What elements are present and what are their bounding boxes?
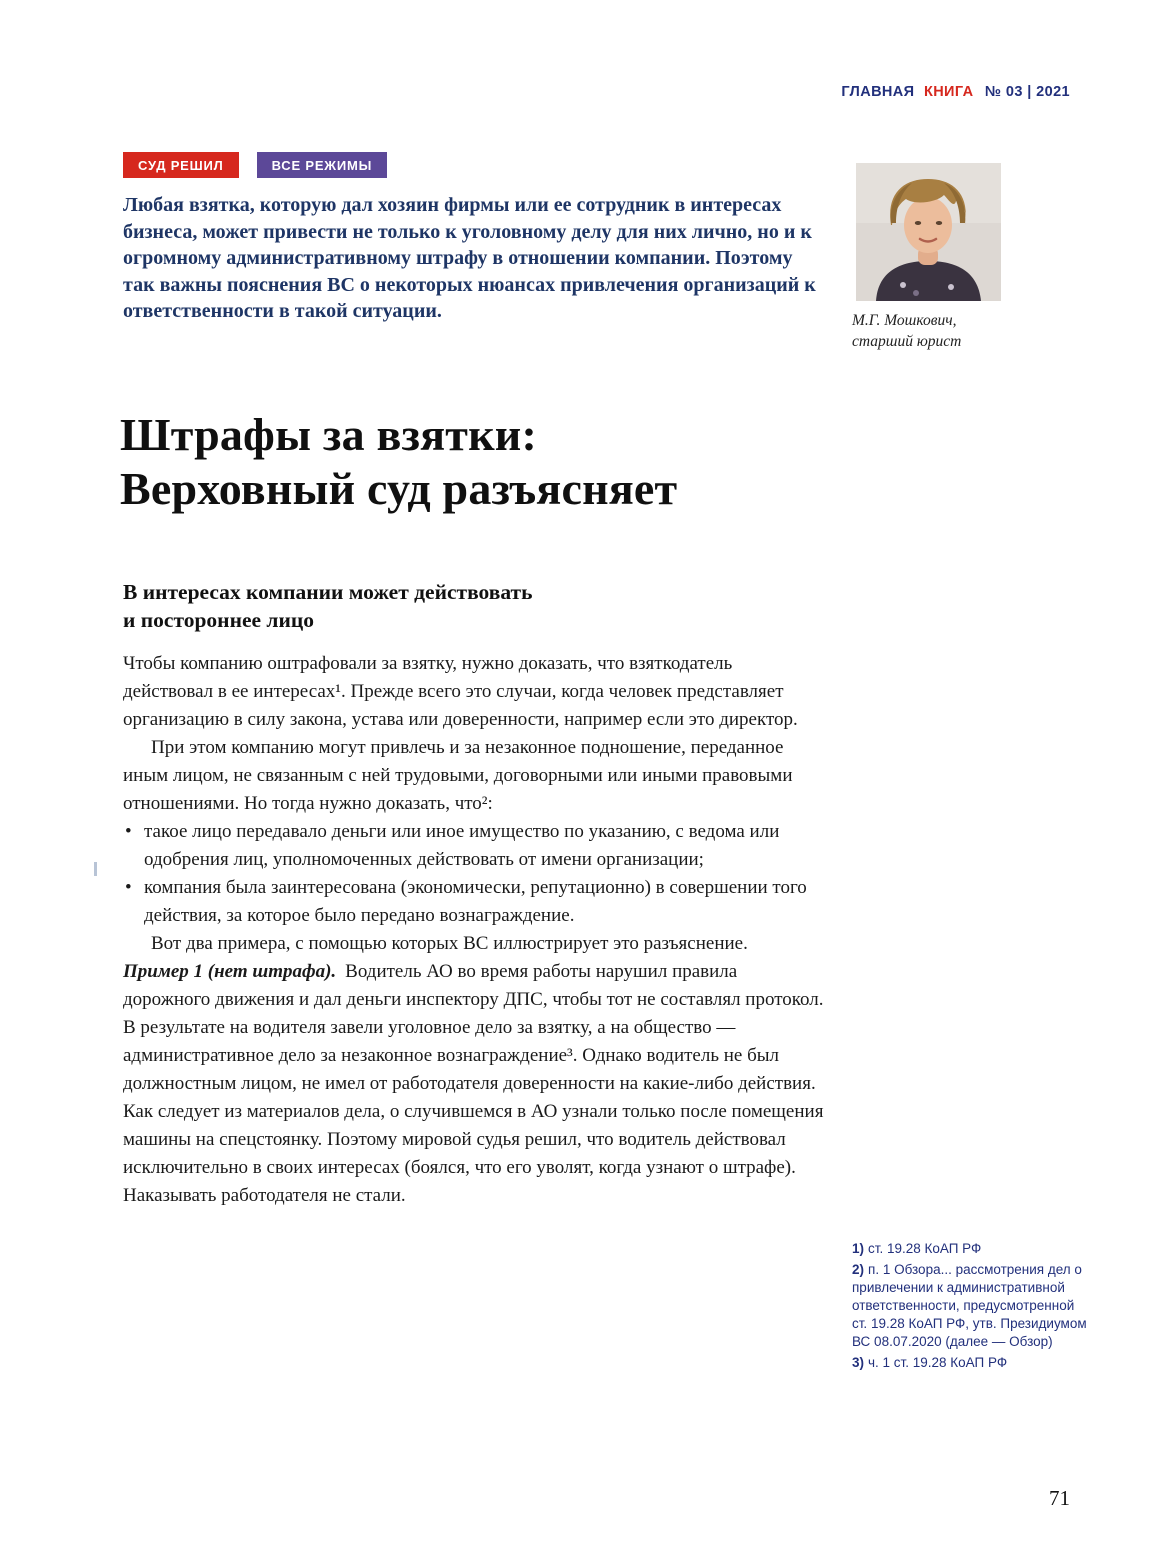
footnote-3 [852,1354,1090,1372]
page-number: 71 [1049,1486,1070,1510]
badge-all-regimes: ВСЕ РЕЖИМЫ [257,152,388,178]
margin-tick [94,862,97,876]
footnote-3-number: 3) [852,1355,865,1370]
footnote-2-text: п. 1 Обзора... рассмотрения дел о привлечении к административной ответственности, предусмотренной ст. 19.28 КоАП РФ, утв. Президиумом ВС 08.07.2020 (далее — Обзор) [852,1262,1087,1349]
lede-paragraph: Любая взятка, которую дал хозяин фирмы или ее сотрудник в интересах бизнеса, может привести не только к уголовному делу для них лично, но и к огромному административному штрафу в отношении компании. Поэтому так важны пояснения ВС о некоторых нюансах привлечения организаций к ответственности в такой ситуации. [123,194,816,322]
footnote-2 [852,1261,1090,1351]
footnote-1 [852,1240,1090,1258]
bullet-list [123,818,826,930]
bullet-item-1: • такое лицо передавало деньги или иное имущество по указанию, с ведома или одобрения лиц, уполномоченных действовать от имени организации; [123,818,826,874]
footnote-1-text: ст. 19.28 КоАП РФ [868,1241,982,1256]
author-name: М.Г. Мошкович, [852,312,957,329]
masthead [841,84,1070,100]
section-heading [123,578,823,634]
brand-primary: ГЛАВНАЯ [841,84,915,100]
issue-number: № 03 | 2021 [984,84,1070,100]
example-text: Водитель АО во время работы нарушил правила дорожного движения и дал деньги инспектору ДПС, чтобы тот не составлял протокол. В результате на водителя завели уголовное дело за взятку, а на общество — административное дело за незаконное вознаграждение³. Однако водитель не был должностным лицом, не имел от работодателя доверенности на какие-либо действия. Как следует из материалов дела, о случившемся в АО узнали только после помещения машины на спецстоянку. Поэтому мировой судья решил, что водитель действовал исключительно в своих интересах (боялся, что его уволят, когда узнают о штрафе). Наказывать работодателя не стали. [123,961,824,1206]
author-photo [856,163,1001,301]
body-paragraph-2: При этом компанию могут привлечь и за незаконное подношение, переданное иным лицом, не связанным с ней трудовыми, договорными или иными правовыми отношениями. Но тогда нужно доказать, что²: [123,737,793,814]
author-role: старший юрист [852,333,962,350]
bullet-item-2: • компания была заинтересована (экономически, репутационно) в совершении того действия, за которое было передано вознаграждение. [123,874,826,930]
badge-court-decided: СУД РЕШИЛ [123,152,239,178]
section-heading-line-1: В интересах компании может действовать [123,580,533,604]
footnote-3-text: ч. 1 ст. 19.28 КоАП РФ [868,1355,1008,1370]
headline-line-2: Верховный суд разъясняет [120,463,678,514]
example-label: Пример 1 (нет штрафа). [123,961,337,982]
section-heading-line-2: и постороннее лицо [123,608,315,632]
footnote-1-number: 1) [852,1241,865,1256]
example-paragraph [123,958,826,1210]
article-body [123,650,826,1210]
article-headline [120,408,900,516]
body-paragraph-1: Чтобы компанию оштрафовали за взятку, нужно доказать, что взяткодатель действовал в ее интересах¹. Прежде всего это случаи, когда человек представляет организацию в силу закона, устава или доверенности, например если это директор. [123,653,798,730]
footnotes-sidebar [852,1240,1090,1375]
author-portrait-illustration [856,163,1001,301]
author-caption [852,310,1062,352]
footnote-2-number: 2) [852,1262,865,1277]
category-badges [123,152,387,178]
brand-secondary: КНИГА [923,84,974,100]
headline-line-1: Штрафы за взятки: [120,409,538,460]
body-paragraph-3: Вот два примера, с помощью которых ВС иллюстрирует это разъяснение. [151,933,748,954]
